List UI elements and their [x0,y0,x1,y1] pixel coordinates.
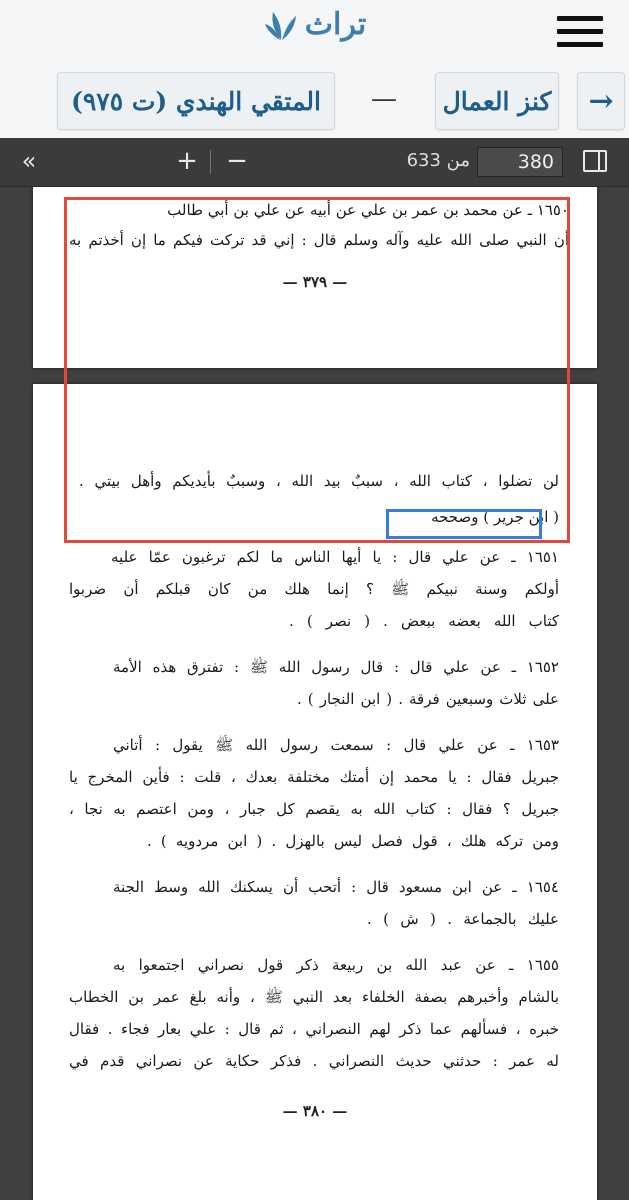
sidebar-toggle-icon[interactable] [581,144,609,178]
text-line: ١٦٥٤ ـ عن ابن مسعود قال : أتحب أن يسكنك الله وسط الجنة [113,878,559,896]
breadcrumb [0,72,629,132]
text-line: خبره ، فسألهم عما ذكر لهم النصراني ، ثم قال : علي بعار فجاء . فقال [69,1020,559,1038]
text-line: ١٦٥٣ ـ عن علي قال : سمعت رسول الله ﷺ يقول : أتاني [113,736,559,754]
logo-text: تراث [304,6,367,42]
viewer-toolbar [0,138,629,187]
text-line: أن النبي صلى الله عليه وآله وسلم قال : إني قد تركت فيكم ما إن أخذتم به [69,231,569,249]
text-line: جبريل ؟ فقال : كتاب الله به يقصم كل جبار ، ومن اعتصم به نجا ، [69,800,559,818]
text-line: ١٦٥٠ ـ عن محمد بن عمر بن علي عن أبيه عن علي بن أبي طالب [167,201,569,219]
page-number-input[interactable] [477,147,563,177]
page-number: — ٣٨٠ — [282,1102,348,1120]
text-line: ومن تركه هلك ، قول فصل ليس بالهزل . ( ابن مردويه ) . [147,832,559,850]
back-arrow-icon[interactable]: → [577,72,625,130]
page-number: — ٣٧٩ — [282,273,348,291]
breadcrumb-book[interactable]: كنز العمال [435,72,559,130]
text-line: ١٦٥٢ ـ عن علي قال : قال رسول الله ﷺ : تفترق هذه الأمة [113,658,559,676]
text-line: ١٦٥٥ ـ عن عبد الله بن ربيعة ذكر قول نصراني اجتمعوا به [113,956,559,974]
brand[interactable] [0,6,629,50]
text-line: ١٦٥١ ـ عن علي قال : يا أيها الناس ما لكم ترغبون عمّا عليه [111,548,559,566]
zoom-in-button[interactable]: + [176,146,198,176]
breadcrumb-author[interactable]: المتقي الهندي (ت ٩٧٥) [57,72,335,130]
text-line: أولكم وسنة نبيكم ﷺ ؟ إنما هلك من كان قبلكم أن ضربوا [69,580,559,598]
app-header [0,0,629,138]
leaf-icon [263,6,299,42]
text-line: جبريل فقال : يا محمد إن أمتك مختلفة بعدك ، قلت : فأين المخرج يا [69,768,559,786]
highlight-box-blue [386,509,542,539]
highlight-box-red [64,197,570,543]
total-pages-label: من 633 [406,150,470,171]
zoom-out-button[interactable]: − [226,146,248,176]
breadcrumb-separator: — [371,84,397,114]
text-line: عليك بالجماعة . ( ش ) . [367,910,559,928]
hamburger-icon[interactable] [557,16,603,52]
text-line: كتاب الله بعضه ببعض . ( نصر ) . [289,612,559,630]
zoom-divider [210,150,211,174]
collapse-chevron-icon[interactable]: « [21,147,37,175]
text-line: على ثلاث وسبعين فرقة . ( ابن النجار ) . [297,690,559,708]
text-line: بالشام وأخبرهم بصفة الخلفاء بعد النبي ﷺ ، وأنه بلغ عمر بن الخطاب [69,988,559,1006]
text-line: لن تضلوا ، كتاب الله ، سببٌ بيد الله ، وسببٌ بأيديكم وأهل بيتي . [79,472,559,490]
text-line: له عمر : حدثني حديث النصراني . فذكر حكاية عن نصراني قدم في [69,1052,559,1070]
source-citation: ( ابن جرير ) وصححه [431,508,559,526]
